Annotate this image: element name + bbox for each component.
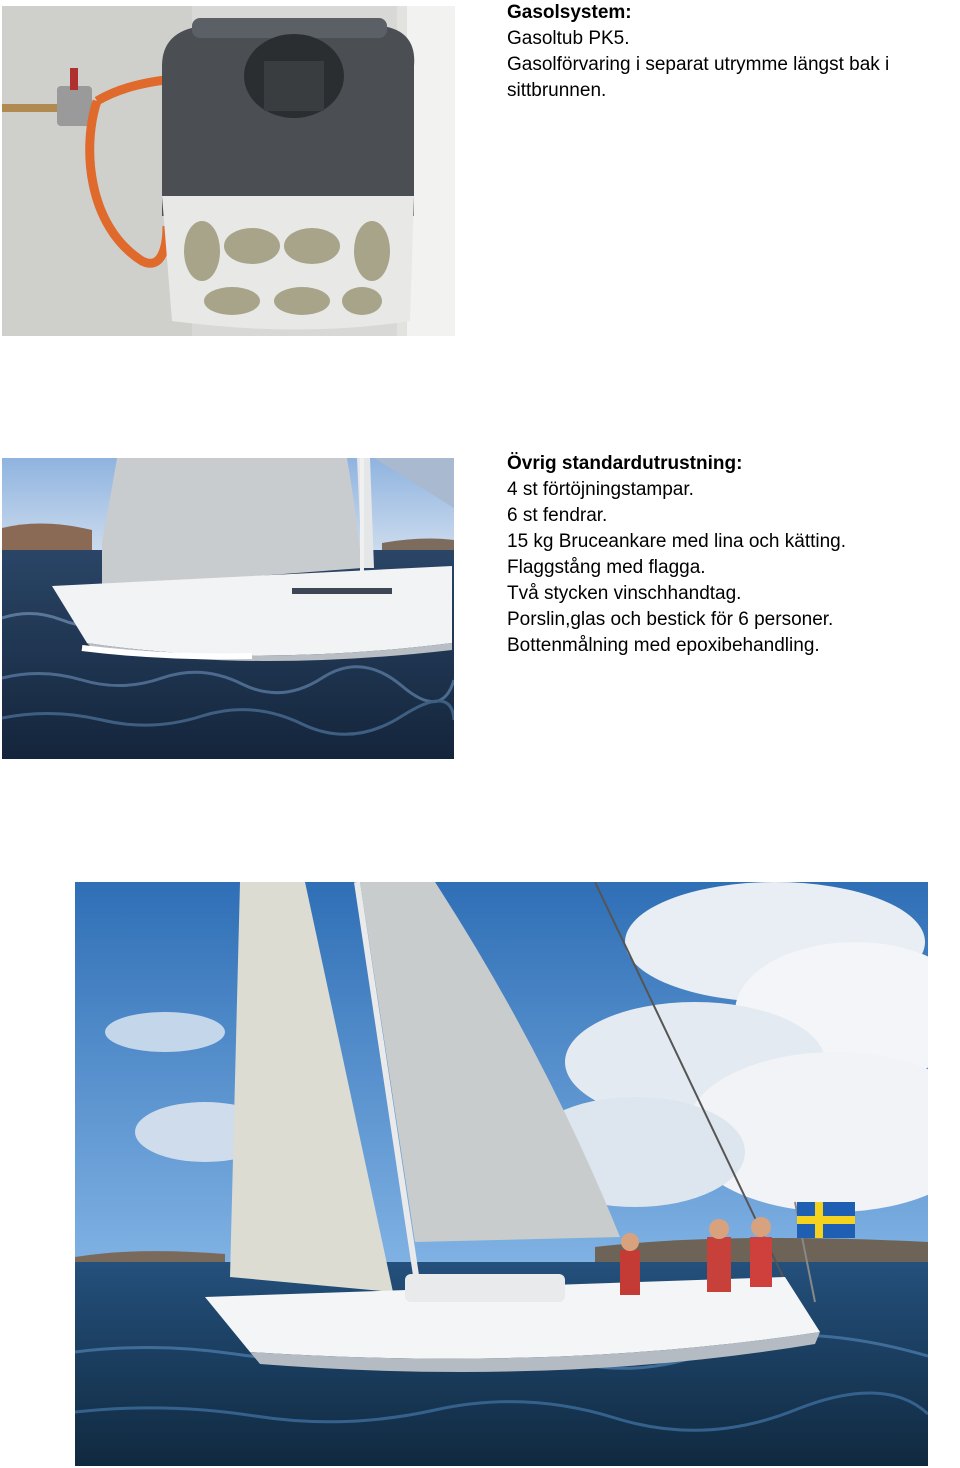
standard-equipment-heading: Övrig standardutrustning:: [507, 453, 743, 474]
equipment-line: 6 st fendrar.: [507, 505, 608, 526]
gas-system-heading: Gasolsystem:: [507, 2, 632, 23]
equipment-line: Flaggstång med flagga.: [507, 557, 706, 578]
equipment-line: Två stycken vinschhandtag.: [507, 583, 742, 604]
sailboat-flag-photo: [75, 882, 928, 1466]
gas-bottle-photo: [2, 6, 455, 336]
equipment-line: Porslin,glas och bestick för 6 personer.: [507, 609, 834, 630]
equipment-line: 15 kg Bruceankare med lina och kätting.: [507, 531, 847, 552]
gas-line: Gasoltub PK5.: [507, 28, 630, 49]
gas-line: sittbrunnen.: [507, 80, 607, 101]
standard-equipment-section: [507, 451, 846, 659]
sailboat-side-photo: [2, 458, 454, 759]
gas-line: Gasolförvaring i separat utrymme längst bak i: [507, 54, 890, 75]
equipment-line: Bottenmålning med epoxibehandling.: [507, 635, 820, 656]
gas-system-section: [507, 0, 889, 104]
equipment-line: 4 st förtöjningstampar.: [507, 479, 694, 500]
